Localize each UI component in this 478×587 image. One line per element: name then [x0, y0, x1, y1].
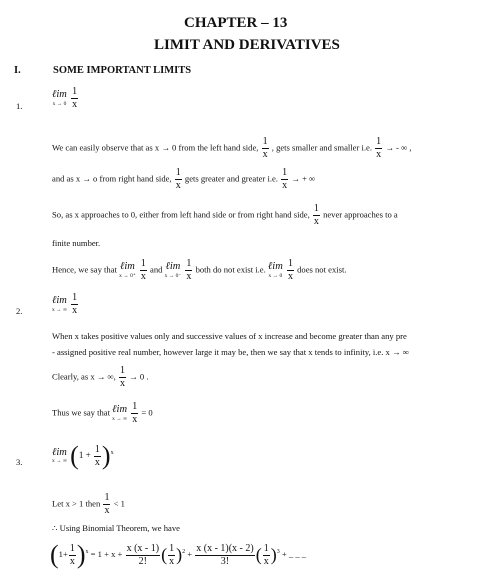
- item3-using: ∴ Using Binomial Theorem, we have: [52, 523, 180, 533]
- item3-let: Let x > 1 then $\frac{1}{x}$ < 1: [52, 492, 125, 516]
- item1-paragraph-2: and as x → o from right hand side, $\frac{1}{x}$ gets greater and greater i.e. $\frac{1}{x}$ → + ∞: [52, 167, 316, 191]
- item1-paragraph-4: Hence, we say that ℓim x → 0⁺ $\frac{1}{x}$ and ℓim x → 0⁻ $\frac{1}{x}$ both do not exist i.e. ℓim x → 0 $\frac{1}{x}$ does not exist.: [52, 258, 347, 282]
- page-title: LIMIT AND DERIVATIVES: [154, 37, 340, 53]
- item2-thus: Thus we say that ℓim x → ∞ $\frac{1}{x}$ = 0: [52, 401, 153, 425]
- item1-paragraph-1: We can easily observe that as x → 0 from the left hand side, $\frac{1}{x}$ , gets smaller and smaller i.e. $\frac{1}{x}$ → - ∞ ,: [52, 136, 412, 160]
- item1-paragraph-3: So, as x approaches to 0, either from left hand side or from right hand side, $\frac{1}{x}$ never approaches to a: [52, 203, 398, 227]
- item2-clearly: Clearly, as x → ∞, $\frac{1}{x}$ → 0 .: [52, 365, 149, 389]
- item-number-2: 2.: [16, 306, 23, 316]
- limit-expression-1: ℓim x → 0 $\frac{1}{x}$: [52, 86, 78, 110]
- chapter-heading: CHAPTER – 13: [184, 15, 288, 31]
- limit-expression-2: ℓim x → ∞ $\frac{1}{x}$: [52, 292, 78, 316]
- section-number: I.: [14, 65, 21, 76]
- binomial-expansion: (1+ $\frac{1}{x}$ )$^x$ = 1 + x + $\frac{x (x - 1)}{2!}$ ( $\frac{1}{x}$ )$^2$ + $\frac{x (x - 1)(x - 2)}{3!}$ ( $\frac{1}{x}$ )$^3$ + _ _ _: [50, 540, 307, 569]
- limit-expression-3: ℓim x → ∞ (1 + $\frac{1}{x}$ )$^x$: [52, 441, 114, 470]
- item-number-1: 1.: [16, 101, 23, 111]
- section-heading: SOME IMPORTANT LIMITS: [53, 65, 192, 76]
- item2-paragraph-2: - assigned positive real number, however large it may be, then we say that x tends to infinity, i.e. x → ∞: [52, 347, 409, 357]
- item2-paragraph-1: When x takes positive values only and successive values of x increase and become greater than any pre: [52, 331, 407, 341]
- item1-paragraph-3-cont: finite number.: [52, 238, 101, 248]
- item-number-3: 3.: [16, 457, 23, 467]
